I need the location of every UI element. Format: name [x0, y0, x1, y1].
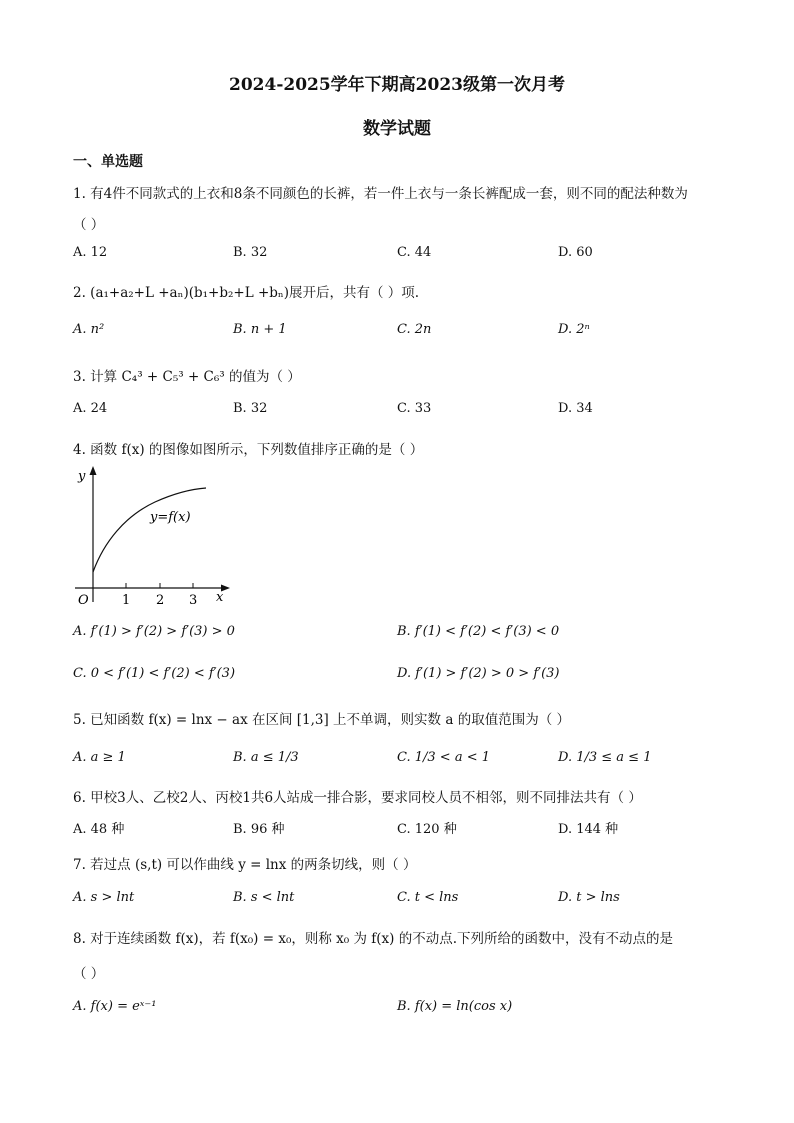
question-3-stem: 3. 计算 C₄³ + C₅³ + C₆³ 的值为（ ）: [73, 369, 301, 385]
question-4-option-c: C. 0 < f′(1) < f′(2) < f′(3): [73, 666, 236, 681]
question-7-option-d: D. t > lns: [558, 890, 620, 905]
question-2-option-a: A. n²: [73, 322, 105, 337]
question-8-option-b: B. f(x) = ln(cos x): [397, 999, 513, 1014]
question-4-graph: [70, 462, 240, 612]
question-5-option-a: A. a ≥ 1: [73, 750, 126, 765]
question-7-stem: 7. 若过点 (s,t) 可以作曲线 y = lnx 的两条切线，则（ ）: [73, 857, 417, 873]
question-2-option-d: D. 2ⁿ: [558, 322, 590, 337]
question-1-option-a: A. 12: [73, 245, 108, 260]
x-tick-label-2: 2: [156, 593, 165, 608]
question-5-option-b: B. a ≤ 1/3: [233, 750, 299, 765]
question-5-option-d: D. 1/3 ≤ a ≤ 1: [558, 750, 652, 765]
question-7-option-a: A. s > lnt: [73, 890, 135, 905]
question-7-option-b: B. s < lnt: [233, 890, 295, 905]
question-6-option-a: A. 48 种: [73, 822, 125, 837]
question-1-stem-cont: （ ）: [73, 217, 105, 233]
question-2-stem: 2. (a₁+a₂+L +aₙ)(b₁+b₂+L +bₙ)展开后，共有（ ）项.: [73, 285, 420, 301]
x-axis-label: x: [216, 590, 224, 605]
question-4-stem: 4. 函数 f(x) 的图像如图所示，下列数值排序正确的是（ ）: [73, 442, 424, 458]
question-5-option-c: C. 1/3 < a < 1: [397, 750, 491, 765]
question-1-option-b: B. 32: [233, 245, 268, 260]
question-6-option-c: C. 120 种: [397, 822, 457, 837]
question-6-stem: 6. 甲校3人、乙校2人、丙校1共6人站成一排合影，要求同校人员不相邻，则不同排法共有（ ）: [73, 790, 642, 806]
question-7-option-c: C. t < lns: [397, 890, 459, 905]
x-tick-label-1: 1: [122, 593, 131, 608]
page-subtitle: 数学试题: [363, 119, 431, 139]
x-tick-label-3: 3: [189, 593, 198, 608]
y-axis-arrow: [90, 466, 97, 475]
question-4-option-b: B. f′(1) < f′(2) < f′(3) < 0: [397, 624, 560, 639]
question-2-option-c: C. 2n: [397, 322, 432, 337]
question-3-option-d: D. 34: [558, 401, 593, 416]
question-5-stem: 5. 已知函数 f(x) = lnx − ax 在区间 [1,3] 上不单调，则实数 a 的取值范围为（ ）: [73, 712, 570, 728]
question-3-option-a: A. 24: [73, 401, 108, 416]
question-6-option-b: B. 96 种: [233, 822, 285, 837]
question-4-option-d: D. f′(1) > f′(2) > 0 > f′(3): [397, 666, 560, 681]
question-8-option-a: A. f(x) = eˣ⁻¹: [73, 999, 157, 1014]
question-1-stem: 1. 有4件不同款式的上衣和8条不同颜色的长裤，若一件上衣与一条长裤配成一套，则不同的配法种数为: [73, 186, 688, 202]
y-axis-label: y: [78, 469, 86, 484]
question-4-option-a: A. f′(1) > f′(2) > f′(3) > 0: [73, 624, 235, 639]
question-2-option-b: B. n + 1: [233, 322, 287, 337]
question-6-option-d: D. 144 种: [558, 822, 619, 837]
question-8-stem-cont: （ ）: [73, 966, 105, 982]
page-title: 2024-2025学年下期高2023级第一次月考: [229, 75, 565, 95]
curve-label: y=f(x): [150, 510, 191, 525]
curve-f: [93, 488, 206, 572]
origin-label: O: [78, 593, 89, 608]
question-3-option-c: C. 33: [397, 401, 432, 416]
section-header: 一、单选题: [73, 154, 143, 170]
question-1-option-d: D. 60: [558, 245, 593, 260]
question-8-stem: 8. 对于连续函数 f(x)，若 f(x₀) = x₀，则称 x₀ 为 f(x) 的不动点.下列所给的函数中，没有不动点的是: [73, 931, 673, 947]
question-3-option-b: B. 32: [233, 401, 268, 416]
question-1-option-c: C. 44: [397, 245, 432, 260]
